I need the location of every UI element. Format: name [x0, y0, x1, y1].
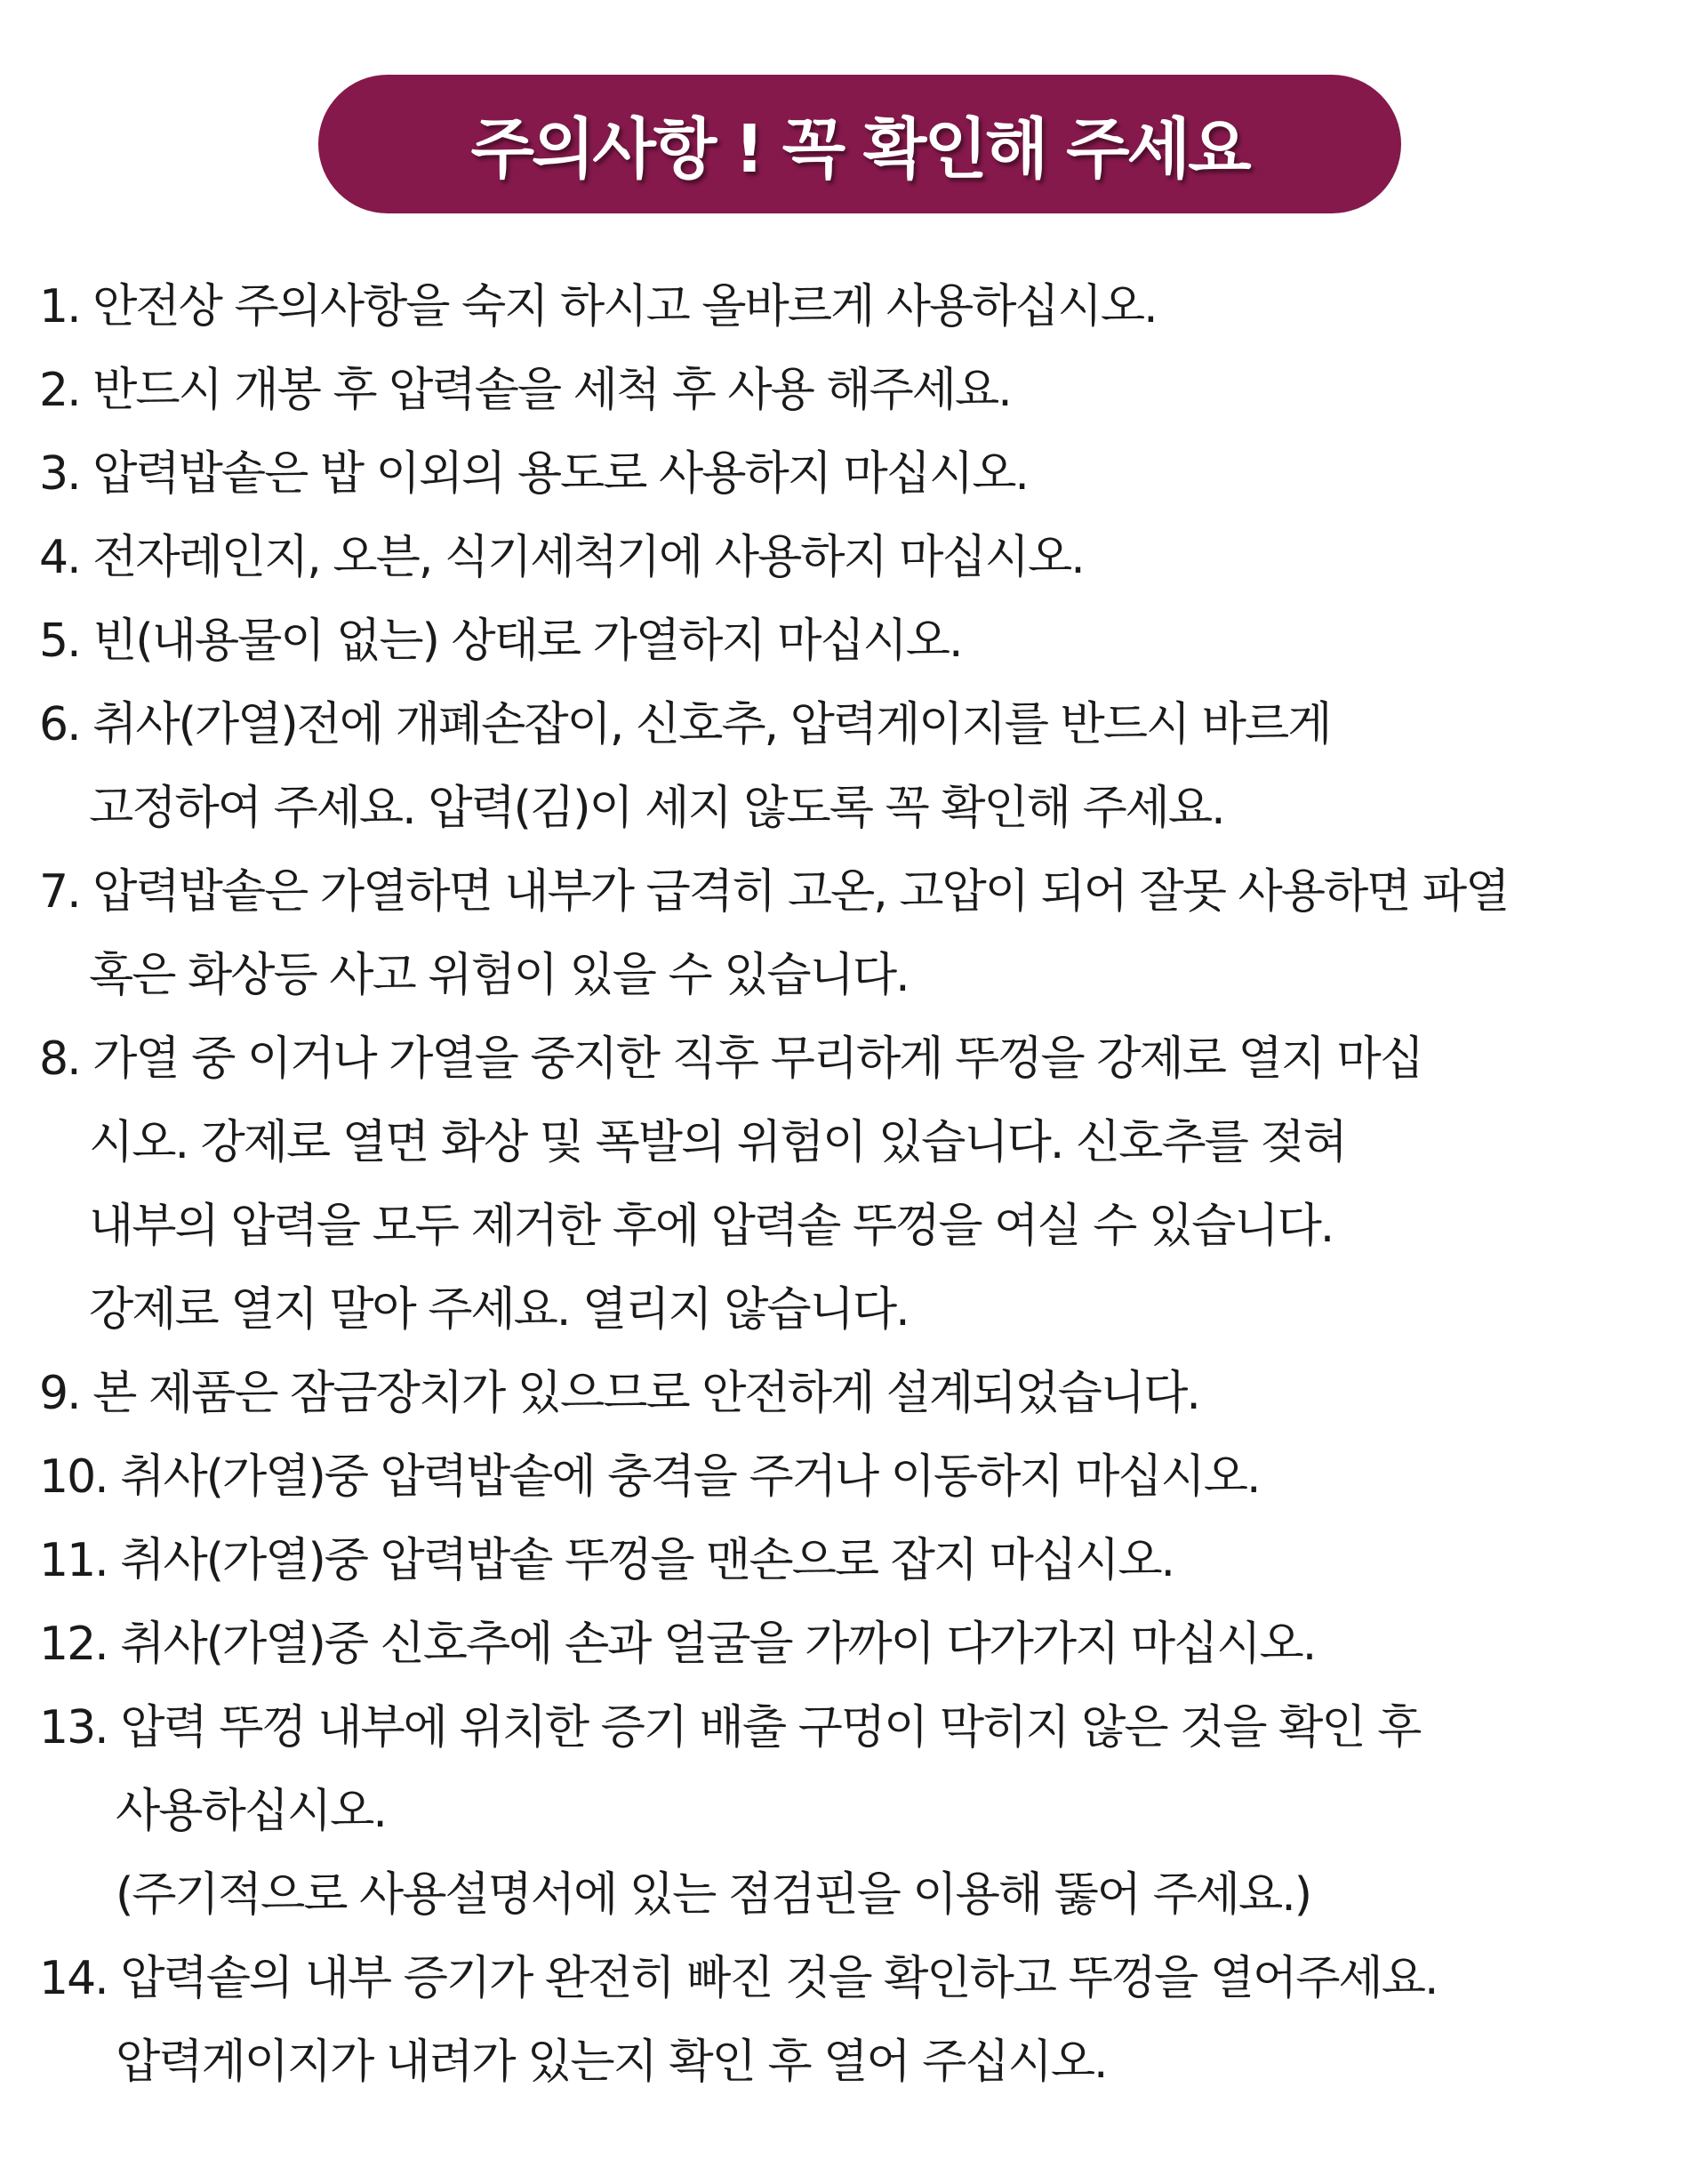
notice-item-14: 14. 압력솥의 내부 증기가 완전히 빠진 것을 확인하고 뚜껑을 열어주세요. — [39, 1952, 1438, 2005]
notice-item-6: 6. 취사(가열)전에 개폐손잡이, 신호추, 압력게이지를 반드시 바르게 — [39, 698, 1331, 751]
title-banner — [318, 75, 1401, 213]
notice-item-12: 12. 취사(가열)중 신호추에 손과 얼굴을 가까이 다가가지 마십시오. — [39, 1618, 1316, 1671]
notice-item-1: 1. 안전상 주의사항을 숙지 하시고 올바르게 사용하십시오. — [39, 280, 1157, 333]
notice-item-8-continued: 시오. 강제로 열면 화상 및 폭발의 위험이 있습니다. 신호추를 젖혀 — [89, 1116, 1346, 1169]
notice-item-7-continued: 혹은 화상등 사고 위험이 있을 수 있습니다. — [89, 949, 909, 1002]
notice-item-14-continued: 압력게이지가 내려가 있는지 확인 후 열어 주십시오. — [116, 2035, 1107, 2089]
notice-item-6-continued: 고정하여 주세요. 압력(김)이 세지 않도록 꼭 확인해 주세요. — [89, 782, 1224, 835]
notice-item-9: 9. 본 제품은 잠금장치가 있으므로 안전하게 설계되었습니다. — [39, 1367, 1199, 1420]
page-title: 주의사항 ! 꼭 확인해 주세요 — [470, 111, 1249, 188]
notice-item-13: 13. 압력 뚜껑 내부에 위치한 증기 배출 구멍이 막히지 않은 것을 확인 후 — [39, 1701, 1421, 1754]
notice-item-10: 10. 취사(가열)중 압력밥솥에 충격을 주거나 이동하지 마십시오. — [39, 1450, 1260, 1504]
notice-item-3: 3. 압력밥솥은 밥 이외의 용도로 사용하지 마십시오. — [39, 447, 1028, 501]
notice-item-11: 11. 취사(가열)중 압력밥솥 뚜껑을 맨손으로 잡지 마십시오. — [39, 1534, 1174, 1587]
notice-item-13-note: (주기적으로 사용설명서에 있는 점검핀을 이용해 뚫어 주세요.) — [116, 1868, 1311, 1922]
notice-item-8-continued: 강제로 열지 말아 주세요. 열리지 않습니다. — [89, 1283, 909, 1337]
notice-item-4: 4. 전자레인지, 오븐, 식기세척기에 사용하지 마십시오. — [39, 531, 1084, 584]
notice-item-13-continued: 사용하십시오. — [116, 1785, 386, 1838]
notice-item-2: 2. 반드시 개봉 후 압력솥을 세척 후 사용 해주세요. — [39, 364, 1011, 417]
notice-item-8: 8. 가열 중 이거나 가열을 중지한 직후 무리하게 뚜껑을 강제로 열지 마십 — [39, 1032, 1422, 1086]
notice-item-8-continued: 내부의 압력을 모두 제거한 후에 압력솥 뚜껑을 여실 수 있습니다. — [89, 1200, 1334, 1253]
notice-item-5: 5. 빈(내용물이 없는) 상태로 가열하지 마십시오. — [39, 614, 962, 668]
notice-item-7: 7. 압력밥솥은 가열하면 내부가 급격히 고온, 고압이 되어 잘못 사용하면 파열 — [39, 865, 1509, 919]
